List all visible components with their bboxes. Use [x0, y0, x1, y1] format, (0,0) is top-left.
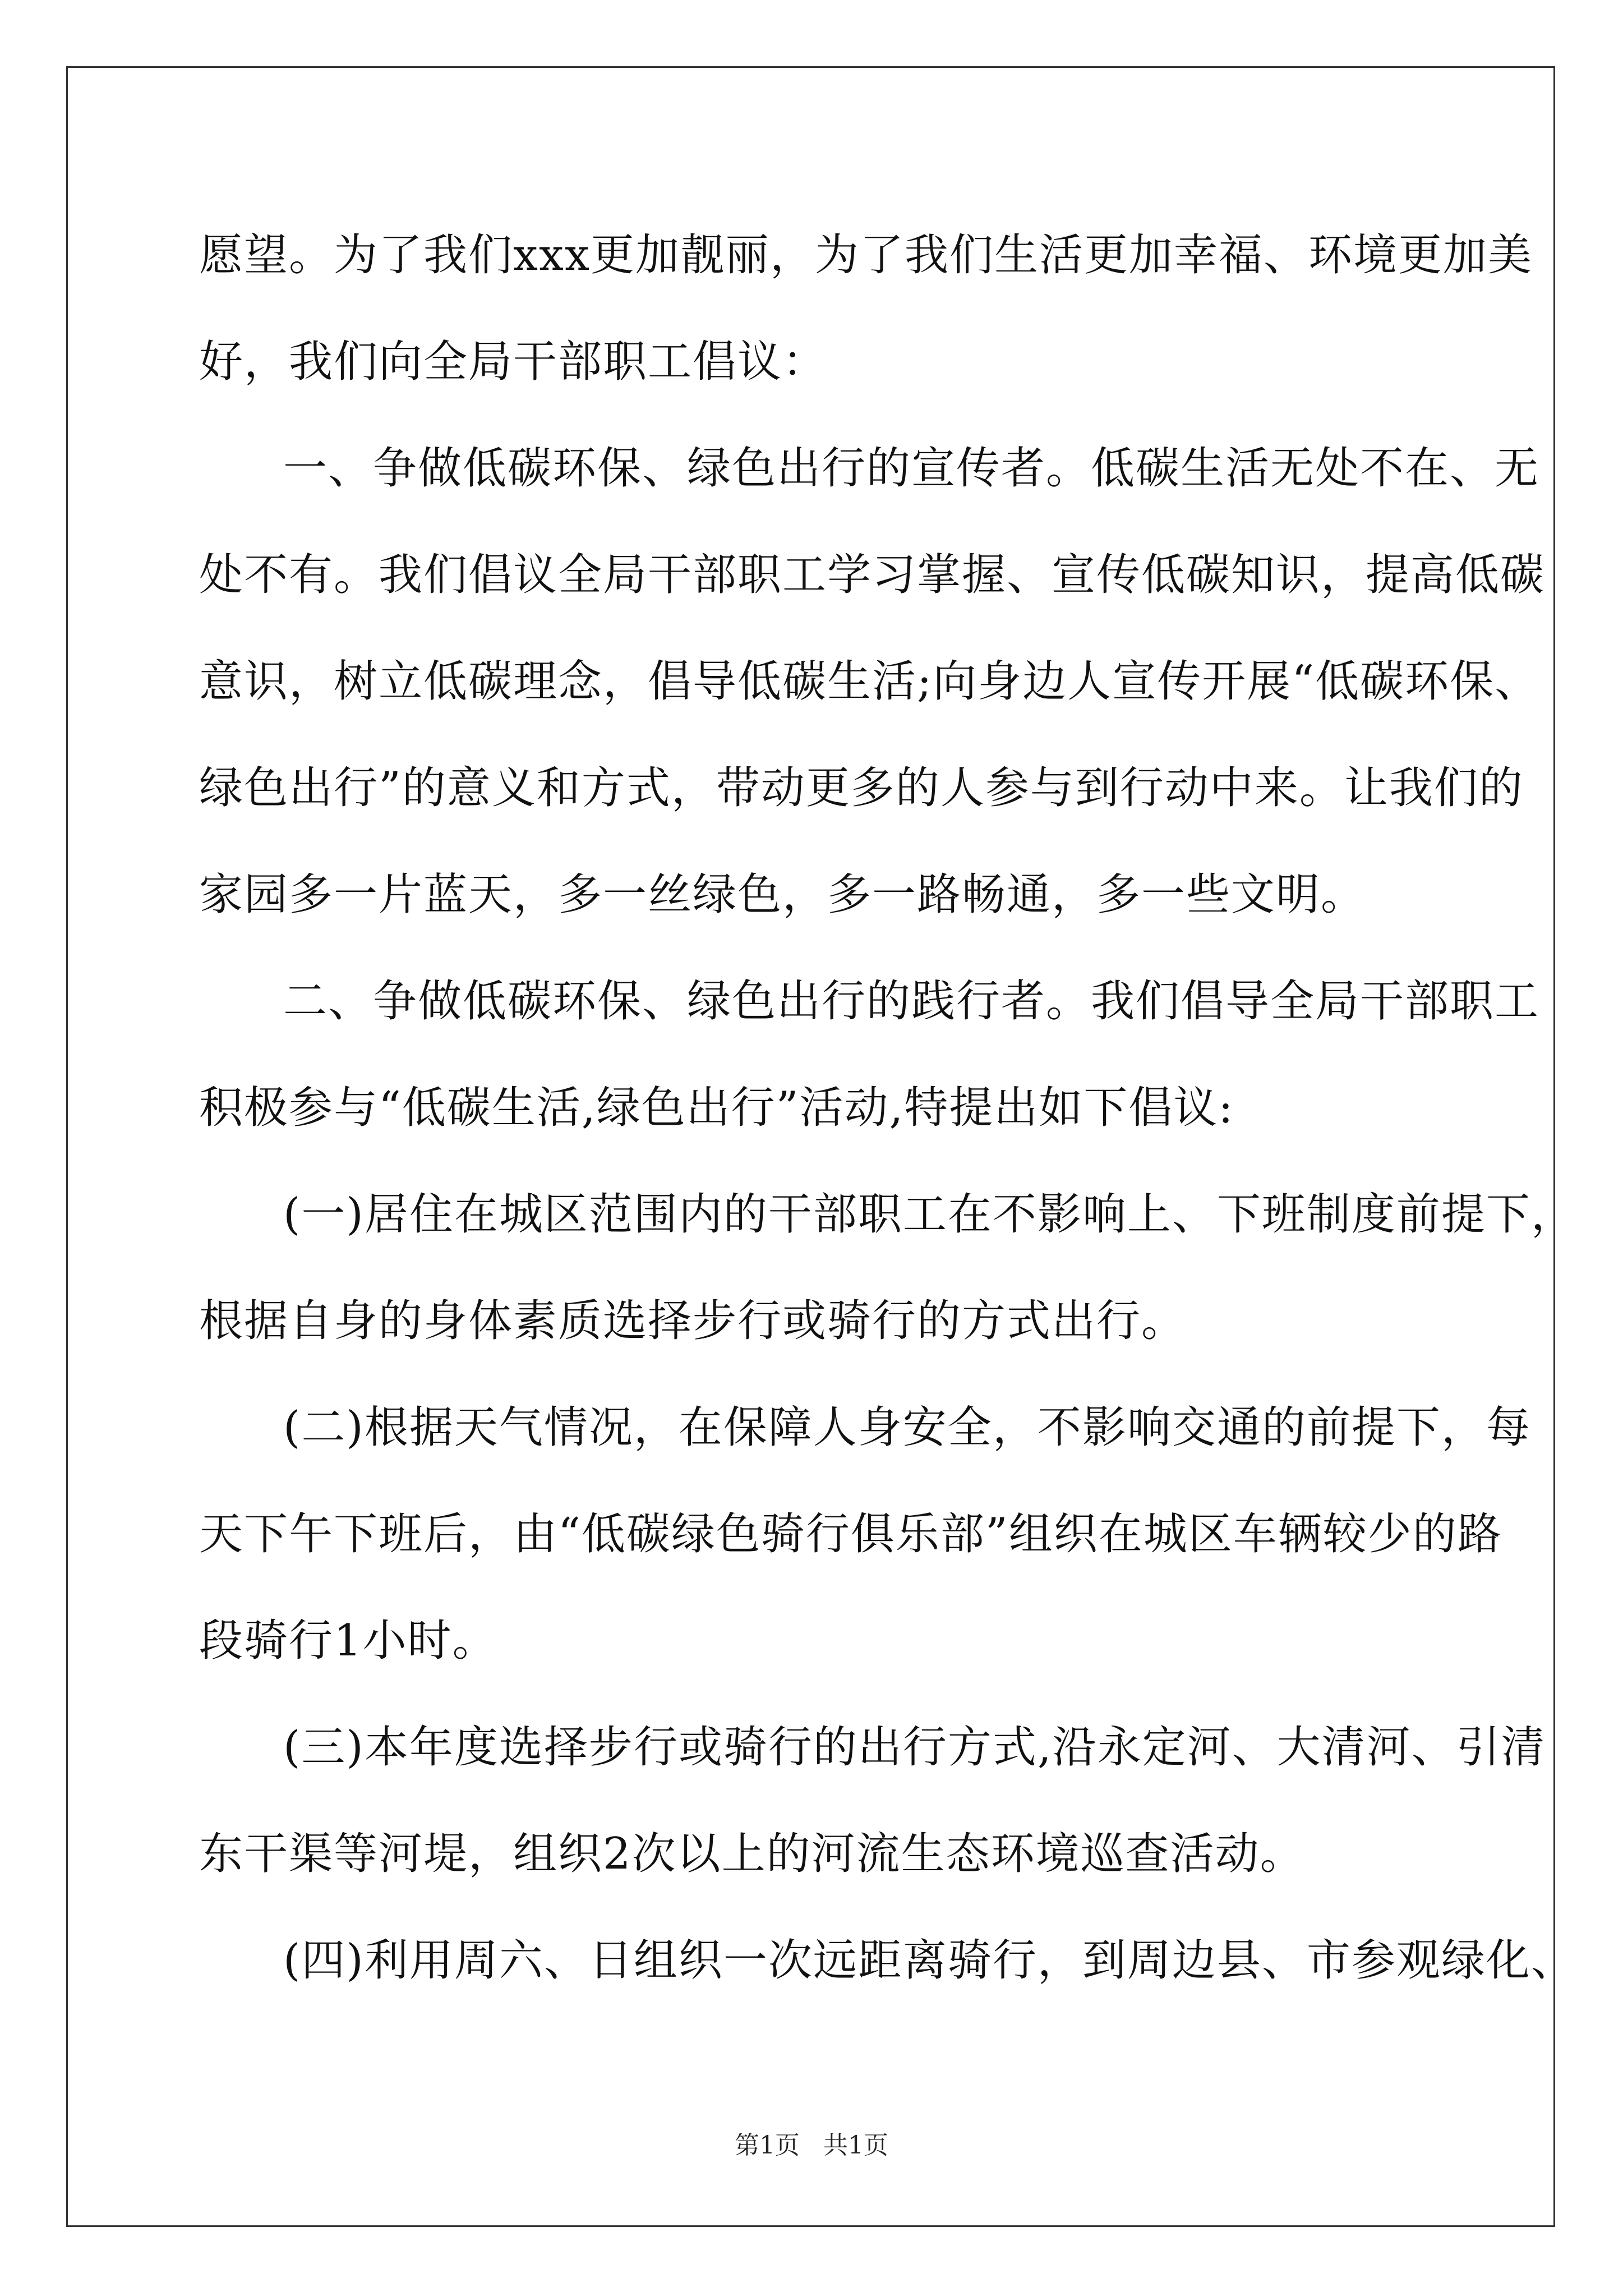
footer-spacer	[800, 2131, 823, 2160]
text-line: 意识，树立低碳理念，倡导低碳生活;向身边人宣传开展“低碳环保、	[199, 656, 1540, 707]
page-number-total: 共1页	[823, 2131, 888, 2160]
text-line: (三)本年度选择步行或骑行的出行方式,沿永定河、大清河、引清	[283, 1722, 1546, 1773]
text-line: 好，我们向全局干部职工倡议：	[199, 337, 828, 387]
text-line: 根据自身的身体素质选择步行或骑行的方式出行。	[199, 1296, 1187, 1346]
text-line: 段骑行1小时。	[199, 1616, 497, 1666]
text-line: 处不有。我们倡议全局干部职工学习掌握、宣传低碳知识，提高低碳	[199, 550, 1546, 600]
text-line: 绿色出行”的意义和方式，带动更多的人参与到行动中来。让我们的	[199, 763, 1524, 813]
text-line: (一)居住在城区范围内的干部职工在不影响上、下班制度前提下，	[283, 1189, 1576, 1240]
text-line: 二、争做低碳环保、绿色出行的践行者。我们倡导全局干部职工	[283, 976, 1540, 1027]
text-line: 东干渠等河堤，组织2次以上的河流生态环境巡查活动。	[199, 1829, 1305, 1879]
text-line: 天下午下班后，由“低碳绿色骑行俱乐部”组织在城区车辆较少的路	[199, 1509, 1502, 1559]
text-line: 愿望。为了我们xxx更加靓丽，为了我们生活更加幸福、环境更加美	[199, 230, 1533, 280]
text-line: (二)根据天气情况，在保障人身安全，不影响交通的前提下，每	[283, 1402, 1531, 1453]
page-footer	[0, 2129, 1623, 2162]
document-body	[199, 202, 1576, 2014]
text-line: (四)利用周六、日组织一次远距离骑行，到周边县、市参观绿化、	[283, 1935, 1576, 1986]
page-number-current: 第1页	[735, 2131, 800, 2160]
text-line: 一、争做低碳环保、绿色出行的宣传者。低碳生活无处不在、无	[283, 443, 1540, 494]
text-line: 家园多一片蓝天，多一丝绿色，多一路畅通，多一些文明。	[199, 869, 1366, 920]
text-line: 积极参与“低碳生活,绿色出行”活动,特提出如下倡议:	[199, 1083, 1234, 1133]
